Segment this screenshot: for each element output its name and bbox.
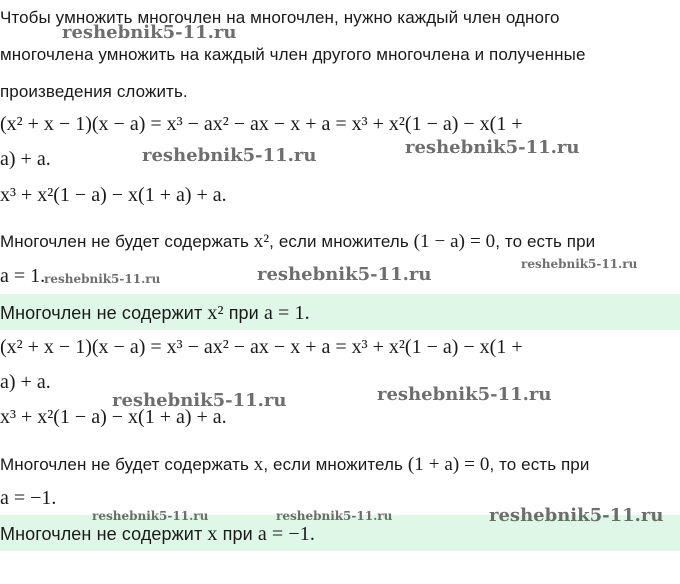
case2-expansion-line1: (x² + x − 1)(x − a) = x³ − ax² − ax − x + a = x³ + x²(1 − a) − x(1 +: [0, 336, 523, 358]
case1-result-prefix: Многочлен не содержит: [0, 303, 208, 323]
case1-condition-factor: (1 − a) = 0: [413, 231, 496, 252]
case2-condition-suffix: , то есть при: [489, 455, 590, 474]
case2-condition-value: a = −1.: [0, 487, 57, 509]
watermark: reshebnik5-11.ru: [44, 272, 161, 286]
case1-condition-line: [0, 231, 595, 253]
watermark: reshebnik5-11.ru: [489, 505, 664, 526]
case2-condition-middle: , если множитель: [263, 455, 408, 474]
case1-result-term: x²: [207, 302, 224, 324]
case1-result-middle: при: [223, 303, 264, 323]
case2-result-line: [0, 523, 315, 546]
case2-expansion-line2: a) + a.: [0, 371, 51, 393]
intro-line-2: многочлена умножить на каждый член другого многочлена и полученные: [0, 45, 586, 64]
case2-result-prefix: Многочлен не содержит: [0, 524, 208, 544]
watermark: reshebnik5-11.ru: [257, 264, 432, 285]
case1-condition-middle: , если множитель: [269, 232, 414, 251]
case1-result-line: [0, 302, 310, 325]
case2-result-value: a = −1.: [257, 523, 315, 545]
case1-condition-suffix: , то есть при: [495, 232, 596, 251]
case1-condition-prefix: Многочлен не будет содержать: [0, 232, 254, 251]
case2-condition-prefix: Многочлен не будет содержать: [0, 455, 254, 474]
case2-result-middle: при: [217, 524, 258, 544]
watermark: reshebnik5-11.ru: [377, 384, 552, 405]
case1-condition-value: a = 1.: [0, 265, 46, 287]
watermark: reshebnik5-11.ru: [276, 509, 393, 523]
case1-expansion-line2: a) + a.: [0, 148, 51, 170]
case1-expansion-line1: (x² + x − 1)(x − a) = x³ − ax² − ax − x + a = x³ + x²(1 − a) − x(1 +: [0, 113, 523, 135]
case1-condition-term: x²: [253, 231, 270, 252]
case1-result-value: a = 1.: [263, 302, 310, 324]
watermark: reshebnik5-11.ru: [62, 22, 237, 43]
watermark: reshebnik5-11.ru: [92, 509, 209, 523]
watermark: reshebnik5-11.ru: [142, 145, 317, 166]
watermark: reshebnik5-11.ru: [521, 257, 638, 271]
watermark: reshebnik5-11.ru: [405, 137, 580, 158]
watermark: reshebnik5-11.ru: [112, 390, 287, 411]
intro-line-3: произведения сложить.: [0, 82, 188, 101]
case2-simplified: x³ + x²(1 − a) − x(1 + a) + a.: [0, 406, 227, 428]
case2-condition-line: [0, 454, 589, 476]
case2-condition-factor: (1 + a) = 0: [407, 454, 490, 475]
case2-condition-term: x: [253, 454, 264, 475]
intro-line-1: Чтобы умножить многочлен на многочлен, нужно каждый член одного: [0, 8, 560, 27]
case1-simplified: x³ + x²(1 − a) − x(1 + a) + a.: [0, 184, 227, 206]
case2-result-term: x: [207, 523, 218, 545]
